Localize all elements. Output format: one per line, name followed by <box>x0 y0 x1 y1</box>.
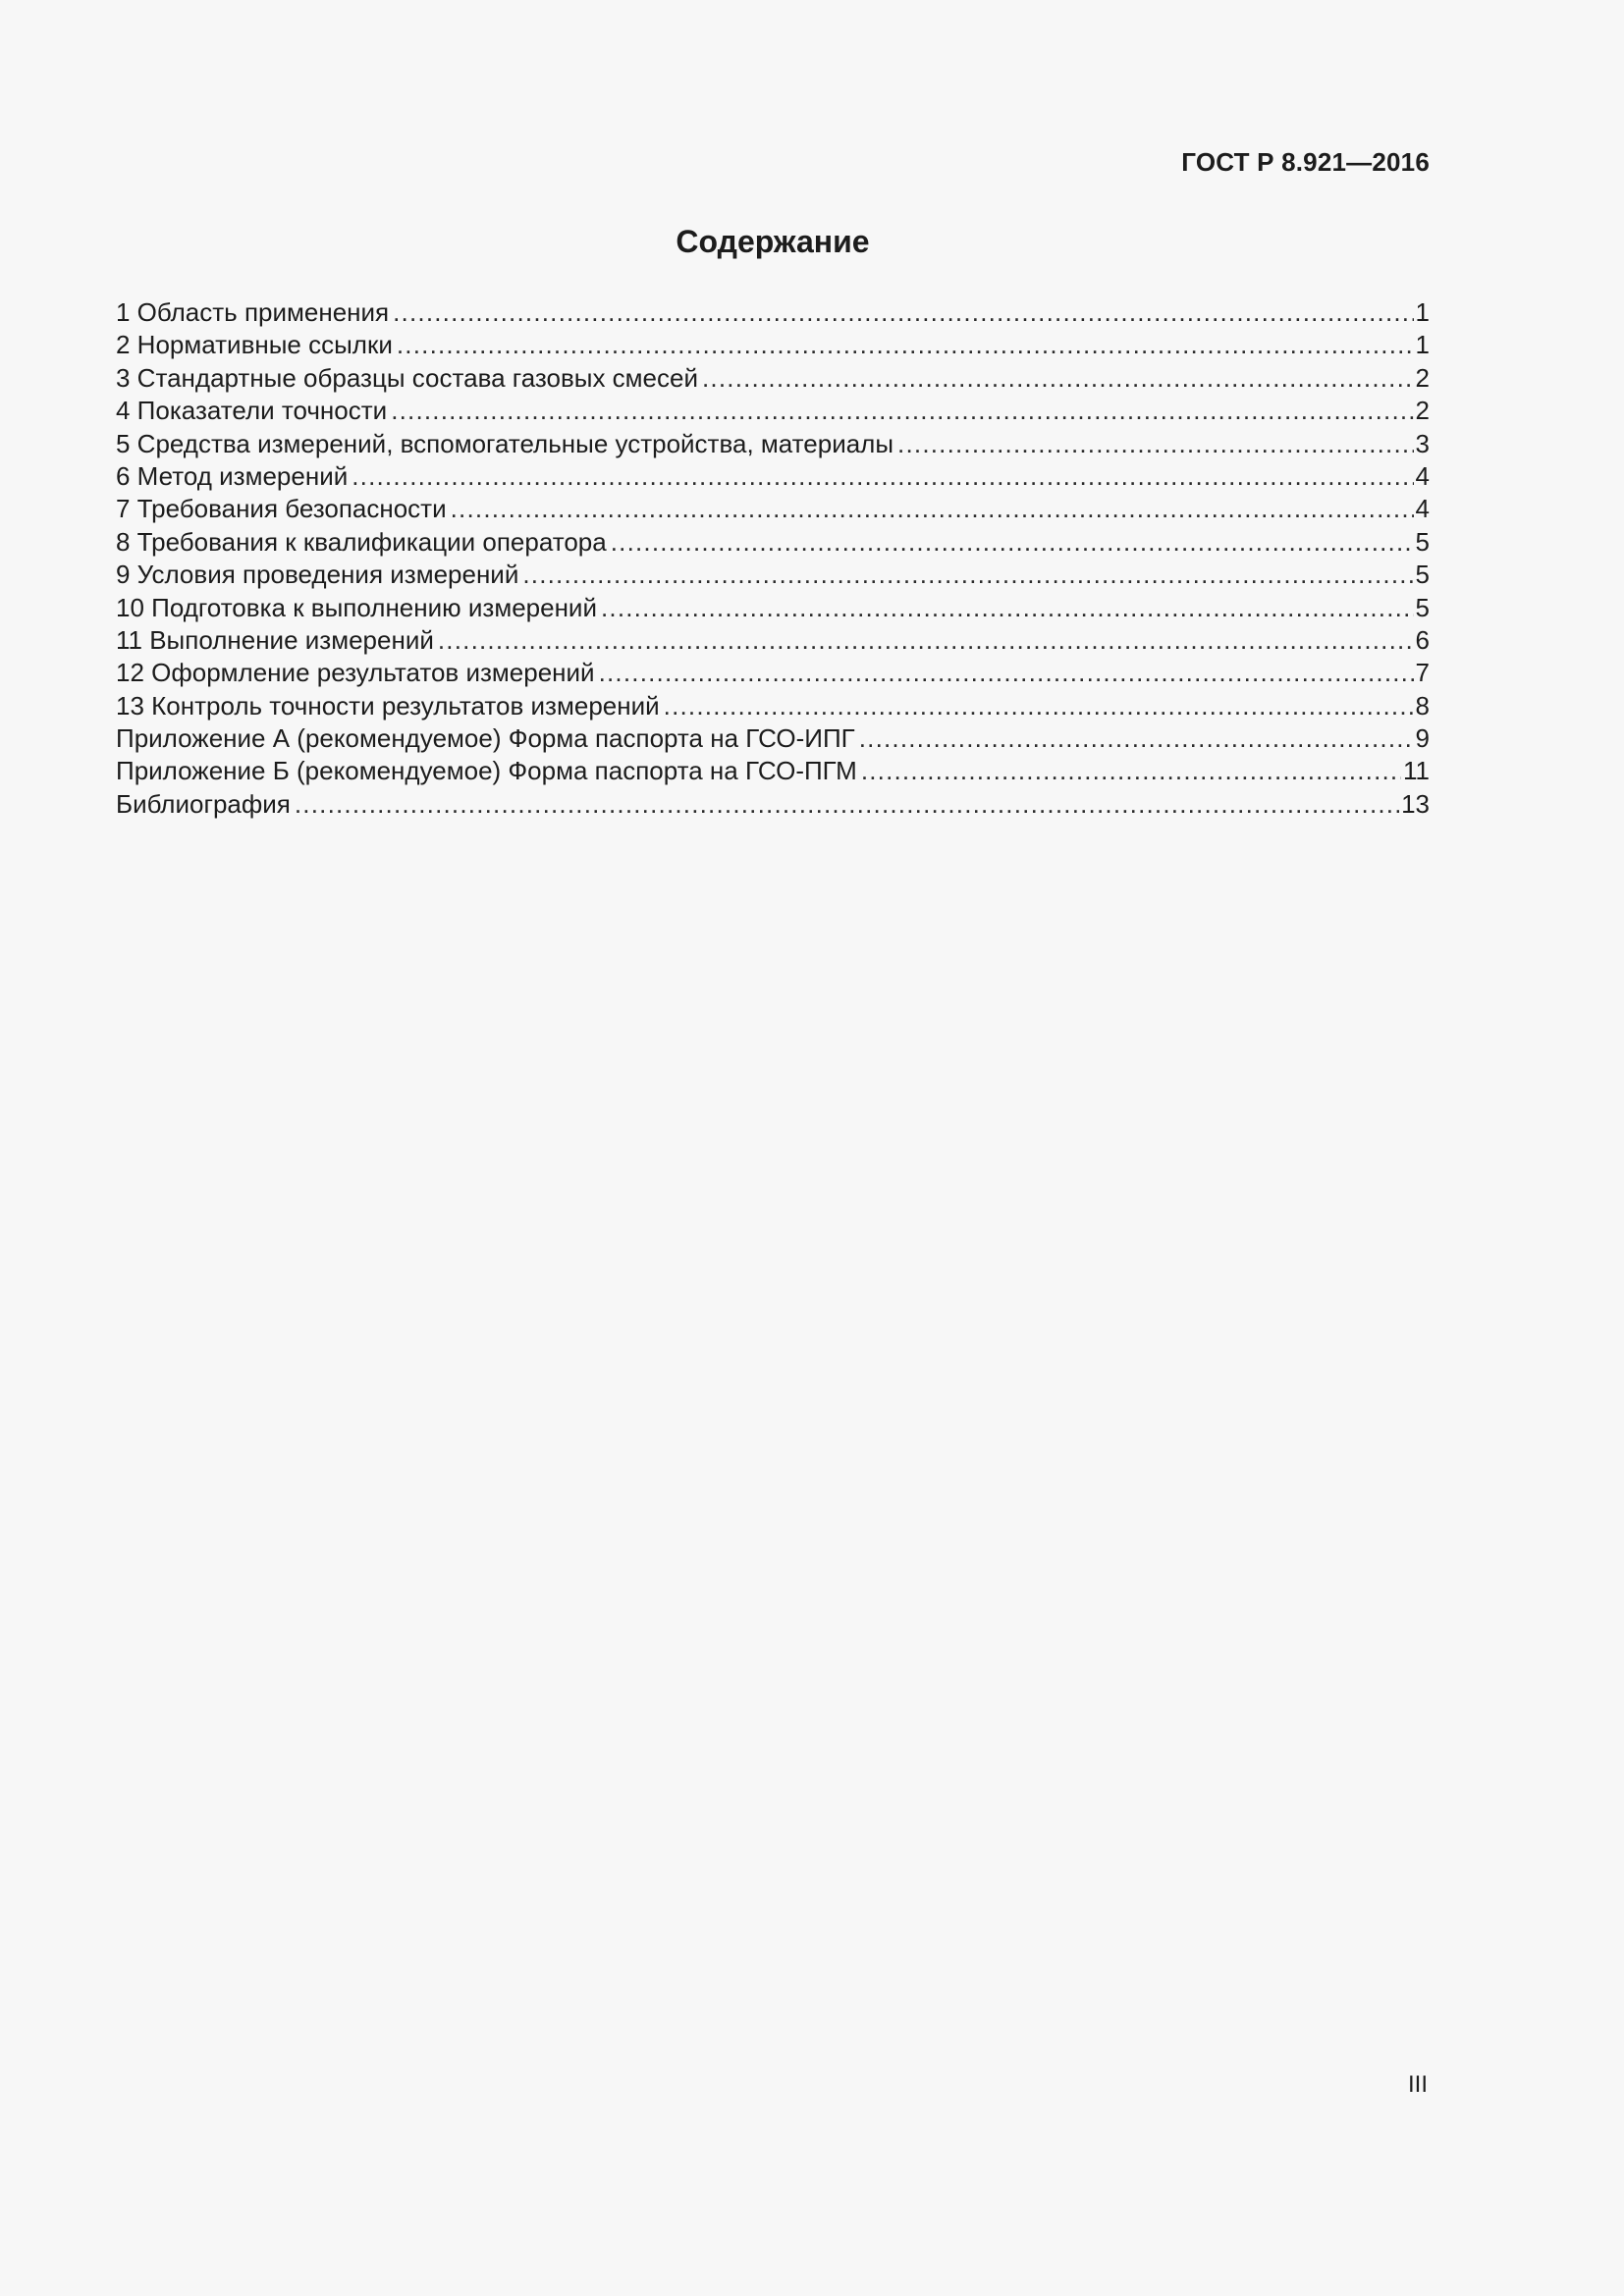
toc-entry-title: 7 Требования безопасности <box>116 494 447 524</box>
toc-entry[interactable] <box>116 428 1430 460</box>
toc-entry-title: 11 Выполнение измерений <box>116 624 434 655</box>
toc-dot-leader <box>599 657 1414 689</box>
toc-dot-leader <box>522 559 1413 591</box>
toc-entry-page: 5 <box>1415 592 1430 622</box>
toc-dot-leader <box>611 526 1414 559</box>
toc-entry[interactable] <box>116 296 1430 329</box>
table-of-contents <box>116 296 1430 821</box>
toc-dot-leader <box>861 755 1401 787</box>
toc-entry-page: 6 <box>1415 624 1430 655</box>
toc-dot-leader <box>859 722 1414 755</box>
toc-entry-title: Приложение Б (рекомендуемое) Форма паспорта на ГСО-ПГМ <box>116 756 857 786</box>
toc-dot-leader <box>438 624 1414 657</box>
page-number: III <box>1407 2071 1428 2098</box>
toc-entry-page: 8 <box>1415 690 1430 721</box>
toc-dot-leader <box>295 788 1399 821</box>
toc-entry-page: 13 <box>1401 788 1430 819</box>
toc-entry[interactable] <box>116 460 1430 493</box>
toc-entry[interactable] <box>116 526 1430 559</box>
toc-entry-title: Приложение А (рекомендуемое) Форма паспорта на ГСО-ИПГ <box>116 723 855 754</box>
toc-entry-page: 3 <box>1415 428 1430 458</box>
toc-entry[interactable] <box>116 592 1430 624</box>
toc-entry[interactable] <box>116 690 1430 722</box>
toc-entry-title: 12 Оформление результатов измерений <box>116 658 595 688</box>
toc-dot-leader <box>702 362 1414 395</box>
toc-entry-page: 11 <box>1403 756 1430 786</box>
toc-dot-leader <box>897 428 1413 460</box>
toc-entry[interactable] <box>116 329 1430 361</box>
toc-entry-page: 7 <box>1415 658 1430 688</box>
toc-dot-leader <box>664 690 1414 722</box>
toc-dot-leader <box>397 329 1414 361</box>
toc-entry-page: 4 <box>1415 494 1430 524</box>
toc-entry-title: 5 Средства измерений, вспомогательные устройства, материалы <box>116 428 894 458</box>
toc-dot-leader <box>352 460 1413 493</box>
toc-entry-page: 5 <box>1415 526 1430 557</box>
toc-dot-leader <box>601 592 1414 624</box>
toc-entry[interactable] <box>116 559 1430 591</box>
toc-entry[interactable] <box>116 395 1430 427</box>
toc-entry[interactable] <box>116 657 1430 689</box>
toc-entry-title: 3 Стандартные образцы состава газовых смесей <box>116 362 698 393</box>
toc-entry-title: 4 Показатели точности <box>116 396 388 426</box>
toc-entry[interactable] <box>116 755 1430 787</box>
toc-entry-title: 13 Контроль точности результатов измерений <box>116 690 660 721</box>
toc-entry-title: 1 Область применения <box>116 297 390 327</box>
toc-dot-leader <box>393 296 1413 329</box>
toc-dot-leader <box>451 493 1414 525</box>
toc-entry[interactable] <box>116 788 1430 821</box>
toc-entry[interactable] <box>116 493 1430 525</box>
toc-dot-leader <box>391 395 1413 427</box>
toc-entry-page: 1 <box>1415 297 1430 327</box>
toc-entry-title: 9 Условия проведения измерений <box>116 560 519 590</box>
toc-entry[interactable] <box>116 362 1430 395</box>
toc-entry[interactable] <box>116 624 1430 657</box>
toc-entry-page: 2 <box>1415 362 1430 393</box>
toc-entry-title: 2 Нормативные ссылки <box>116 330 393 360</box>
toc-entry[interactable] <box>116 722 1430 755</box>
toc-entry-page: 4 <box>1415 460 1430 491</box>
toc-entry-title: 10 Подготовка к выполнению измерений <box>116 592 597 622</box>
toc-entry-page: 1 <box>1415 330 1430 360</box>
toc-title: Содержание <box>676 224 870 259</box>
toc-entry-page: 9 <box>1415 723 1430 754</box>
toc-entry-title: Библиография <box>116 788 291 819</box>
toc-entry-page: 2 <box>1415 396 1430 426</box>
toc-entry-title: 8 Требования к квалификации оператора <box>116 526 607 557</box>
toc-entry-page: 5 <box>1415 560 1430 590</box>
document-code: ГОСТ Р 8.921—2016 <box>1181 147 1430 177</box>
toc-entry-title: 6 Метод измерений <box>116 460 349 491</box>
